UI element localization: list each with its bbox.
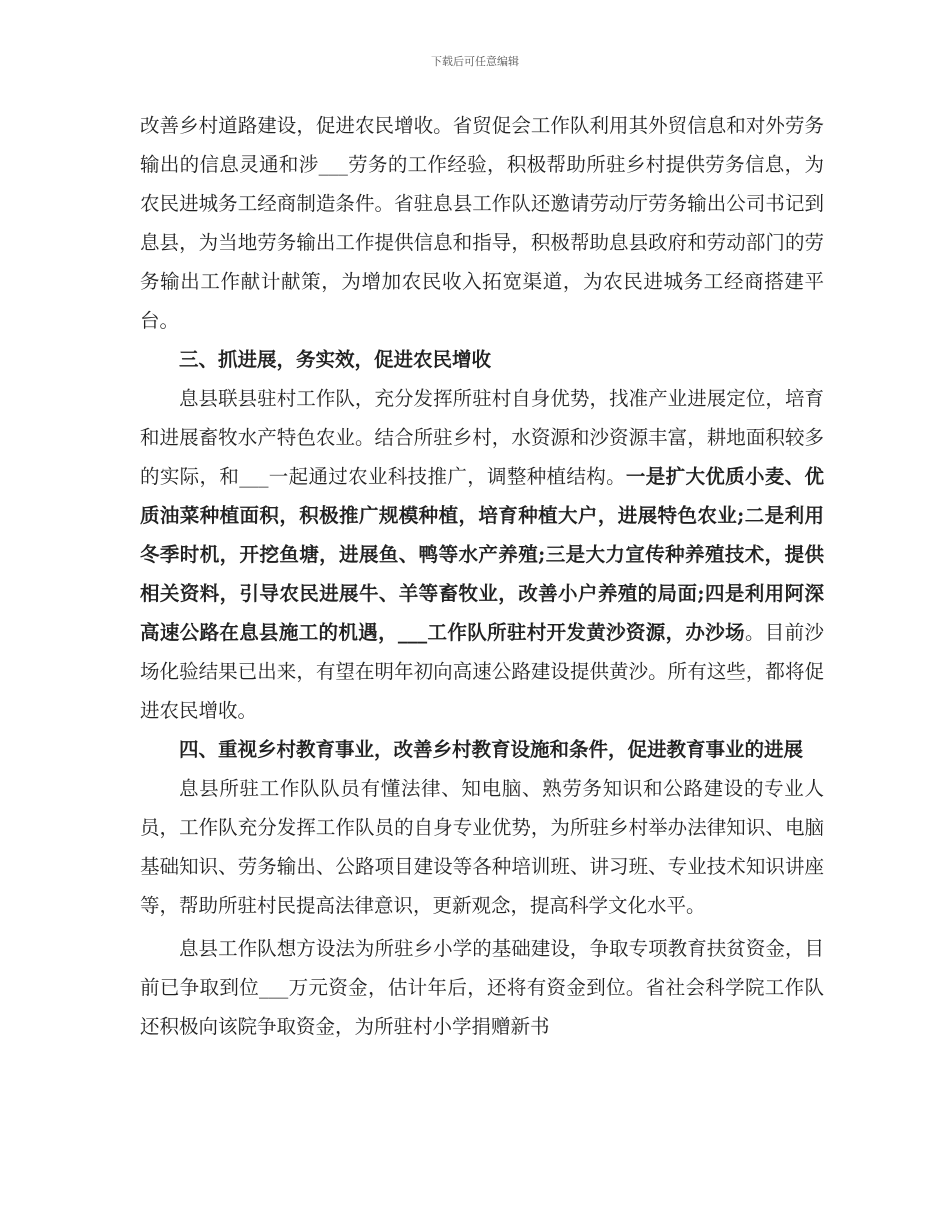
- paragraph-training: 息县所驻工作队队员有懂法律、知电脑、熟劳务知识和公路建设的专业人员，工作队充分发挥工作队员的自身专业优势，为所驻乡村举办法律知识、电脑基础知识、劳务输出、公路项目建设等各种培训班、讲习班、专业技术知识讲座等，帮助所驻村民提高法律意识，更新观念，提高科学文化水平。: [140, 777, 824, 917]
- paragraph-agriculture-intro: 息县联县驻村工作队，充分发挥所驻村自身优势，找准产业进展定位，培育和进展畜牧水产特色农业。结合所驻乡村，水资源和沙资源丰富，耕地面积较多的实际，和___一起通过农业科技推广，调整种植结构。: [140, 387, 824, 488]
- paragraph-agriculture-outro: 。目前沙场化验结果已出来，有望在明年初向高速公路建设提供黄沙。所有这些，都将促进农民增收。: [140, 621, 824, 722]
- paragraph-roads: 改善乡村道路建设，促进农民增收。省贸促会工作队利用其外贸信息和对外劳务输出的信息灵通和涉___劳务的工作经验，积极帮助所驻乡村提供劳务信息，为农民进城务工经商制造条件。省驻息县工作队还邀请劳动厅劳务输出公司书记到息县，为当地劳务输出工作提供信息和指导，积极帮助息县政府和劳动部门的劳务输出工作献计献策，为增加农民收入拓宽渠道，为农民进城务工经商搭建平台。: [140, 114, 824, 332]
- section-heading-3: 三、抓进展，务实效，促进农民增收: [179, 348, 492, 371]
- document-body: [140, 106, 824, 1046]
- section-heading-4: 四、重视乡村教育事业，改善乡村教育设施和条件，促进教育事业的进展: [179, 738, 804, 761]
- paragraph-agriculture-bold: 一是扩大优质小麦、优质油菜种植面积，积极推广规模种植，培育种植大户，进展特色农业;二是利用冬季时机，开挖鱼塘，进展鱼、鸭等水产养殖;三是大力宣传种养殖技术，提供相关资料，引导农民进展牛、羊等畜牧业，改善小户养殖的局面;四是利用阿深高速公路在息县施工的机遇，___工作队所驻村开发黄沙资源，办沙场: [140, 465, 824, 644]
- paragraph-agriculture: [140, 379, 824, 730]
- page-header: 下载后可任意编辑: [431, 55, 519, 68]
- paragraph-school-funds: 息县工作队想方设法为所驻乡小学的基础建设，争取专项教育扶贫资金，目前已争取到位___万元资金，估计年后，还将有资金到位。省社会科学院工作队还积极向该院争取资金，为所驻村小学捐赠新书: [140, 937, 824, 1038]
